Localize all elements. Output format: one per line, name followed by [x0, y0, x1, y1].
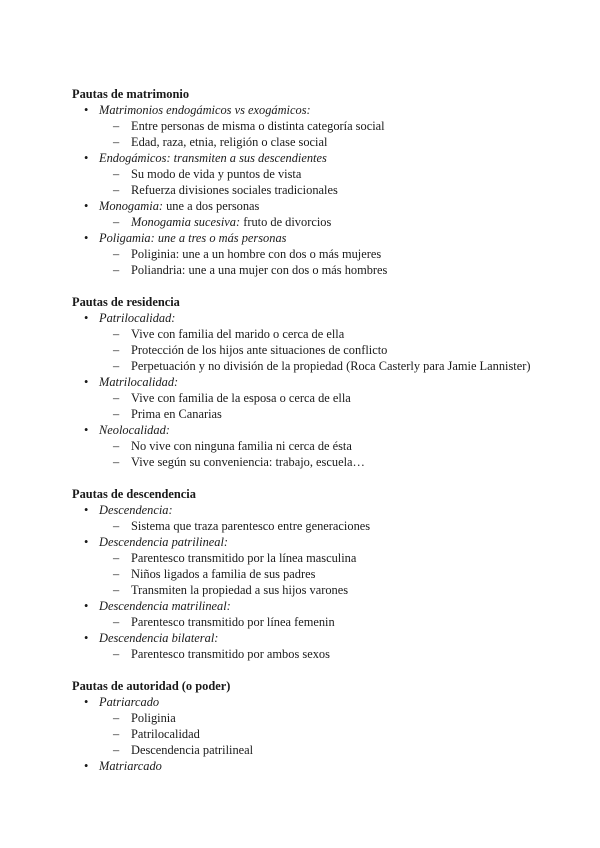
sub-list-item: [0, 710, 600, 726]
list-item: [0, 694, 600, 710]
dash-icon: –: [113, 215, 120, 229]
dash-icon: –: [113, 711, 120, 725]
subitem-text: Prima en Canarias: [131, 407, 222, 421]
subitem-text: Perpetuación y no división de la propiedad (Roca Casterly para Jamie Lannister): [131, 359, 531, 373]
list-item: [0, 534, 600, 550]
dash-icon: –: [113, 551, 120, 565]
section-title: Pautas de matrimonio: [72, 87, 190, 101]
dash-icon: –: [113, 567, 120, 581]
list-item: [0, 198, 600, 214]
sub-list-item: [0, 182, 600, 198]
dash-icon: –: [113, 407, 120, 421]
subitem-text: Parentesco transmitido por ambos sexos: [131, 647, 330, 661]
list-item: [0, 502, 600, 518]
sub-list-item: [0, 438, 600, 454]
list-item: [0, 630, 600, 646]
subitem-text: Refuerza divisiones sociales tradicionales: [131, 183, 338, 197]
item-label-italic: Poligamia: une a tres o más personas: [99, 231, 287, 245]
dash-icon: –: [113, 615, 120, 629]
item-label-italic: Monogamia:: [99, 199, 164, 213]
document-page: [0, 86, 600, 790]
subitem-text: Parentesco transmitido por línea femenin: [131, 615, 335, 629]
list-item: [0, 150, 600, 166]
item-label-italic: Descendencia patrilineal:: [99, 535, 229, 549]
dash-icon: –: [113, 455, 120, 469]
subitem-text: Sistema que traza parentesco entre generaciones: [131, 519, 371, 533]
bullet-icon: •: [84, 103, 89, 117]
sub-list-item: [0, 342, 600, 358]
bullet-icon: •: [84, 503, 89, 517]
subitem-text: Niños ligados a familia de sus padres: [131, 567, 316, 581]
bullet-icon: •: [84, 759, 89, 773]
sub-list-item: [0, 518, 600, 534]
sub-list-item: [0, 454, 600, 470]
item-label-italic: Patriarcado: [99, 695, 160, 709]
sub-list-item: [0, 134, 600, 150]
bullet-icon: •: [84, 231, 89, 245]
sub-list-item: [0, 214, 600, 230]
item-label-italic: Descendencia matrilineal:: [99, 599, 231, 613]
list-item: [0, 102, 600, 118]
subitem-text: Descendencia patrilineal: [131, 743, 254, 757]
dash-icon: –: [113, 519, 120, 533]
sub-list-item: [0, 726, 600, 742]
dash-icon: –: [113, 727, 120, 741]
sub-list-item: [0, 358, 600, 374]
sub-list-item: [0, 406, 600, 422]
sub-list-item: [0, 646, 600, 662]
section-autoridad: [0, 678, 600, 774]
dash-icon: –: [113, 743, 120, 757]
section-matrimonio: [0, 86, 600, 278]
subitem-text: Protección de los hijos ante situaciones de conflicto: [131, 343, 388, 357]
sub-list-item: [0, 390, 600, 406]
list-item: [0, 374, 600, 390]
list-item: [0, 310, 600, 326]
subitem-text: Transmiten la propiedad a sus hijos varones: [131, 583, 349, 597]
subitem-text: Su modo de vida y puntos de vista: [131, 167, 302, 181]
bullet-icon: •: [84, 631, 89, 645]
dash-icon: –: [113, 135, 120, 149]
subitem-text: Patrilocalidad: [131, 727, 200, 741]
sub-list-item: [0, 118, 600, 134]
bullet-icon: •: [84, 311, 89, 325]
subitem-text: Vive con familia de la esposa o cerca de ella: [131, 391, 351, 405]
dash-icon: –: [113, 183, 120, 197]
item-label-italic: Descendencia:: [99, 503, 173, 517]
section-title: Pautas de residencia: [72, 295, 180, 309]
sub-list-item: [0, 326, 600, 342]
dash-icon: –: [113, 583, 120, 597]
dash-icon: –: [113, 439, 120, 453]
item-label-italic: Patrilocalidad:: [99, 311, 176, 325]
dash-icon: –: [113, 327, 120, 341]
bullet-icon: •: [84, 695, 89, 709]
section-title: Pautas de descendencia: [72, 487, 196, 501]
bullet-icon: •: [84, 423, 89, 437]
section-title: Pautas de autoridad (o poder): [72, 679, 231, 693]
sub-list-item: [0, 550, 600, 566]
item-label-plain: une a dos personas: [163, 199, 260, 213]
item-label-italic: Descendencia bilateral:: [99, 631, 219, 645]
item-label-italic: Matrilocalidad:: [99, 375, 179, 389]
bullet-icon: •: [84, 375, 89, 389]
bullet-icon: •: [84, 535, 89, 549]
section-residencia: [0, 294, 600, 470]
sub-list-item: [0, 566, 600, 582]
subitem-text: Entre personas de misma o distinta categoría social: [131, 119, 385, 133]
subitem-text: Vive según su conveniencia: trabajo, escuela…: [131, 455, 365, 469]
list-item: [0, 422, 600, 438]
subitem-text: Vive con familia del marido o cerca de ella: [131, 327, 345, 341]
section-descendencia: [0, 486, 600, 662]
sub-list-item: [0, 582, 600, 598]
list-item: [0, 758, 600, 774]
dash-icon: –: [113, 359, 120, 373]
subitem-italic: Monogamia sucesiva:: [131, 215, 241, 229]
list-item: [0, 598, 600, 614]
item-label-italic: Matrimonios endogámicos vs exogámicos:: [99, 103, 311, 117]
item-label-italic: Neolocalidad:: [99, 423, 170, 437]
bullet-icon: •: [84, 599, 89, 613]
dash-icon: –: [113, 119, 120, 133]
dash-icon: –: [113, 263, 120, 277]
subitem-text: No vive con ninguna familia ni cerca de ésta: [131, 439, 352, 453]
dash-icon: –: [113, 391, 120, 405]
list-item: [0, 230, 600, 246]
bullet-icon: •: [84, 151, 89, 165]
dash-icon: –: [113, 167, 120, 181]
item-label-italic: Matriarcado: [99, 759, 162, 773]
sub-list-item: [0, 614, 600, 630]
subitem-text: Parentesco transmitido por la línea masculina: [131, 551, 357, 565]
subitem-text: Poliginia: une a un hombre con dos o más mujeres: [131, 247, 382, 261]
subitem-text: Edad, raza, etnia, religión o clase social: [131, 135, 328, 149]
sub-list-item: [0, 166, 600, 182]
subitem-text: fruto de divorcios: [240, 215, 332, 229]
dash-icon: –: [113, 343, 120, 357]
sub-list-item: [0, 262, 600, 278]
sub-list-item: [0, 742, 600, 758]
sub-list-item: [0, 246, 600, 262]
subitem-text: Poliginia: [131, 711, 176, 725]
dash-icon: –: [113, 647, 120, 661]
subitem-text: Poliandria: une a una mujer con dos o más hombres: [131, 263, 388, 277]
dash-icon: –: [113, 247, 120, 261]
item-label-italic: Endogámicos: transmiten a sus descendientes: [99, 151, 327, 165]
bullet-icon: •: [84, 199, 89, 213]
